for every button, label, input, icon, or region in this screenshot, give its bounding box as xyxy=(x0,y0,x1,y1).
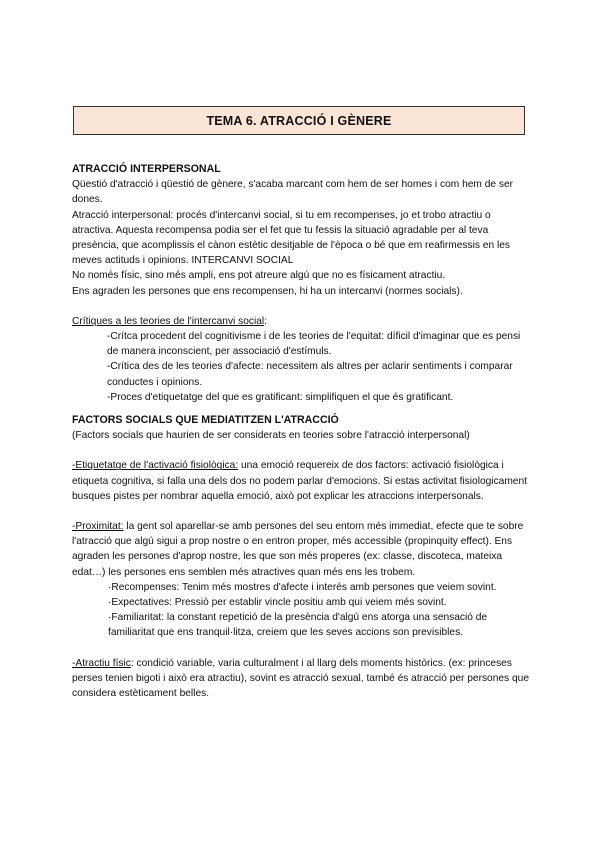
factor-label: -Etiquetatge de l'activació fisiològica: xyxy=(72,460,239,472)
page-title: TEMA 6. ATRACCIÓ I GÈNERE xyxy=(73,106,525,135)
list-item: ·Familiaritat: la constant repetició de la presència d'algú ens atorga una sensació de familiaritat que ens tranquil·litza, creiem que les seves accions son previsibles. xyxy=(108,612,488,639)
factor-label: -Proximitat: xyxy=(72,521,124,533)
paragraph: No només físic, sino més ampli, ens pot atreure algú que no es físicament atractiu. xyxy=(72,270,446,282)
list-item: -Crítca procedent del cognitivisme i de les teories de l'equitat: díficil d'imaginar que es pensi de manera inconscient, per associació d'estímuls. xyxy=(107,331,521,358)
paragraph: -Etiquetatge de l'activació fisiològica: una emoció requereix de dos factors: activació fisiològica i etiqueta cognitiva, si falla una dels dos no podem parlar d'emocions. Si estas activitat fisiologicament busques pistes per nombrar aquella emoció, això pot explicar les atraccions interpersonals. xyxy=(72,460,527,502)
list-item: -Crítica des de les teories d'afecte: necessitem als altres per aclarir sentiments i comparar conductes i opinions. xyxy=(107,361,513,388)
paragraph: Qüestió d'atracció i qüestió de gènere, s'acaba marcant com hem de ser homes i com hem de ser dones. xyxy=(72,179,514,206)
paragraph: -Atractiu físic: condició variable, varia culturalment i al llarg dels moments històrics. (ex: princeses perses tenien bigoti i això era atractiu), sovint es atracció sexual, també és atracció per persones que considera estèticament belles. xyxy=(72,657,529,700)
list-item: -Proces d'etiquetatge del que es gratificant: simplifiquen el que és gratificant. xyxy=(107,391,454,403)
document-body xyxy=(72,162,532,701)
section-heading: FACTORS SOCIALS QUE MEDIATITZEN L'ATRACCIÓ xyxy=(72,414,339,427)
paragraph: Atracció interpersonal: procés d'intercanvi social, si tu em recompenses, jo et trobo atractiu o atractiva. Aquesta recompensa podia ser el fet que tu fessis la situació agradable per al teva presència, que acomplissis el cànon estètic desitjable de l'època o bé que em reafirmessis en les meves actituds i opinions. INTERCANVI SOCIAL xyxy=(72,209,510,267)
section-heading: ATRACCIÓ INTERPERSONAL xyxy=(72,163,221,175)
list-item: ·Recompenses: Tenim més mostres d'afecte i interés amb persones que veiem sovint. xyxy=(108,581,497,593)
paragraph: Ens agraden les persones que ens recompensen, hi ha un intercanvi (normes socials). xyxy=(72,285,463,297)
section-subtitle: (Factors socials que haurien de ser considerats en teories sobre l'atracció interpersonal) xyxy=(72,430,470,442)
paragraph: -Proximitat: la gent sol aparellar-se amb persones del seu entorn més immediat, efecte que te sobre l'atracció que algú sigui a prop nostre o en entron proper, més accessible (propinquity effect). Ens agraden les persones d'aprop nostre, les que son més properes (ex: classe, discoteca, mateixa edat…) les persones ens semblen més atractives quan més ens les trobem. xyxy=(72,521,524,578)
factor-label: -Atractiu físic xyxy=(72,657,131,669)
subsection-heading: Crítiques a les teories de l'intercanvi social: xyxy=(72,315,268,327)
list-item: ·Expectatives: Pressió per establir vincle positiu amb qui veiem més sovint. xyxy=(108,597,447,609)
